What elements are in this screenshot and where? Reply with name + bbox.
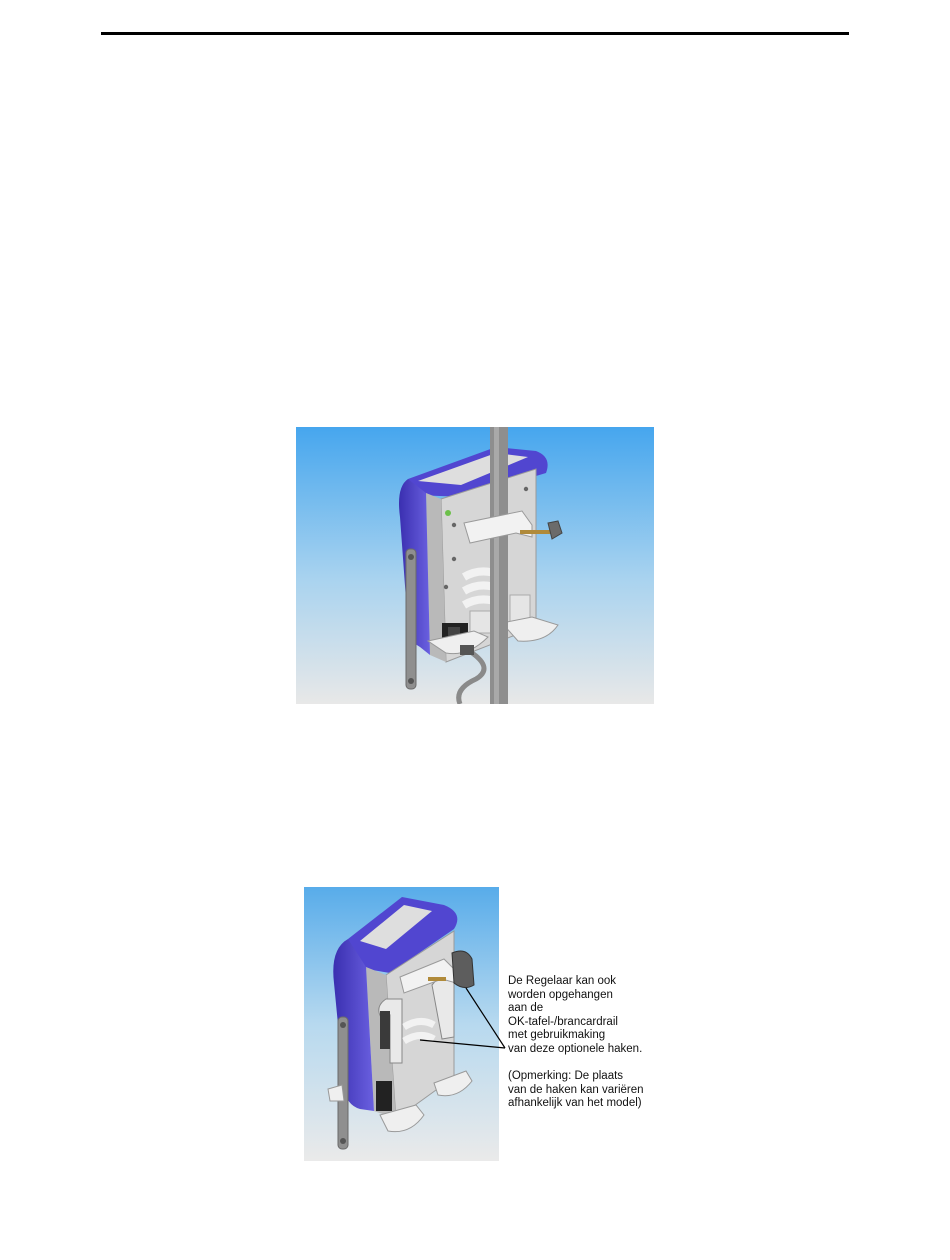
callout-line: worden opgehangen — [508, 988, 613, 1001]
callout-note-line: van de haken kan variëren — [508, 1083, 644, 1096]
callout-line: van deze optionele haken. — [508, 1042, 643, 1055]
callout-line: met gebruikmaking — [508, 1029, 606, 1042]
callout-line: De Regelaar kan ook — [508, 975, 617, 987]
hook-callout-text — [508, 975, 728, 1111]
callout-line: OK-tafel-/brancardrail — [508, 1015, 618, 1028]
figure-regulator-on-pole — [296, 427, 654, 704]
callout-line: aan de — [508, 1002, 544, 1015]
figure-regulator-with-hooks — [304, 887, 499, 1161]
pole-mount-illustration — [296, 427, 654, 704]
header-rule — [101, 32, 849, 35]
rail-hook-illustration — [304, 887, 499, 1161]
callout-note-line: (Opmerking: De plaats — [508, 1070, 624, 1083]
callout-note-line: afhankelijk van het model) — [508, 1097, 642, 1110]
